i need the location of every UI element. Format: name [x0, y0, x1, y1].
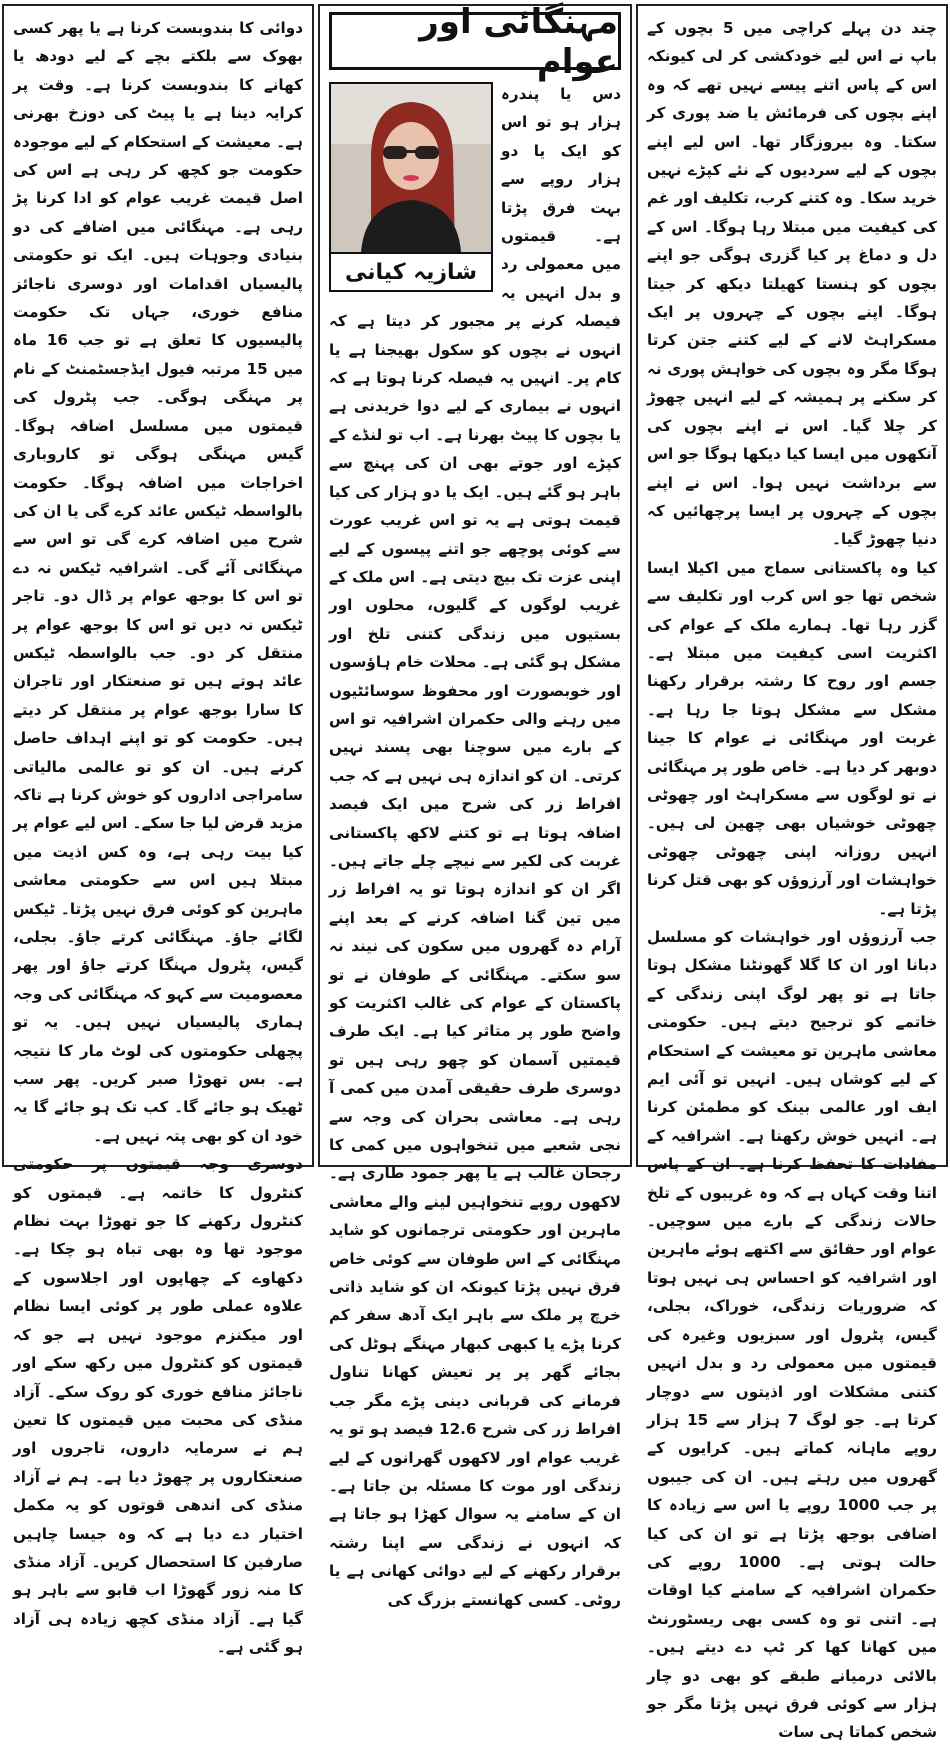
author-name: شازیہ کیانی: [345, 259, 477, 285]
author-block: [329, 82, 493, 292]
text-column-middle: [318, 1, 632, 1609]
paragraph: دوسری وجہ قیمتوں پر حکومتی کنٹرول کا خاتمہ ہے۔ قیمتوں کو کنٹرول رکھنے کا جو تھوڑا بہت نظام موجود تھا وہ بھی تباہ ہو چکا ہے۔ دکھاوے کے چھاپوں اور اجلاسوں کے علاوہ عملی طور پر کوئی ایسا نظام اور میکنزم موجود نہیں ہے جو کہ قیمتوں کو کنٹرول میں رکھ سکے اور ناجائز منافع خوری کو روک سکے۔ آزاد منڈی کی محبت میں قیمتوں کا تعین ہم نے سرمایہ داروں، تاجروں اور صنعتکاروں پر چھوڑ دیا ہے۔ ہم نے آزاد منڈی کی اندھی قوتوں کو یہ مکمل اختیار دے دیا ہے کہ وہ جیسا چاہیں صارفین کا استحصال کریں۔ آزاد منڈی کا منہ زور گھوڑا اب قابو سے باہر ہو گیا ہے۔ آزاد منڈی کچھ زیادہ ہی آزاد ہو گئی ہے۔: [13, 1155, 303, 1657]
text-column-right: [636, 4, 948, 1742]
author-photo: [329, 82, 493, 254]
paragraph: کیا وہ پاکستانی سماج میں اکیلا ایسا شخص تھا جو اس کرب اور تکلیف سے گزر رہا تھا۔ ہمارے ملک کے عوام کی اکثریت اسی کیفیت میں مبتلا ہے۔ جسم اور روح کا رشتہ برقرار رکھنا مشکل سے مشکل ہوتا جا رہا ہے۔ غربت اور مہنگائی نے عوام کا جینا دوبھر کر دیا ہے۔ خاص طور پر مہنگائی نے تو لوگوں سے مسکراہٹ اور چھوٹی چھوٹی خوشیاں بھی چھین لی ہیں۔ انہیں روزانہ اپنی چھوٹی چھوٹی خواہشات اور آرزوؤں کو بھی قتل کرنا پڑتا ہے۔: [647, 558, 937, 918]
paragraph: جب آرزوؤں اور خواہشات کو مسلسل دبانا اور ان کا گلا گھونٹنا مشکل ہوتا جاتا ہے تو پھر لوگ اپنی زندگی کے خاتمے کو ترجیح دیتے ہیں۔ حکومتی معاشی ماہرین تو معیشت کے استحکام کے لیے کوشاں ہیں۔ انہیں تو آئی ایم ایف اور عالمی بینک کو مطمئن کرنا ہے۔ انہیں خوش رکھنا ہے۔ اشرافیہ کے مفادات کا تحفظ کرنا ہے۔ ان کے پاس اتنا وقت کہاں ہے کہ وہ غریبوں کے تلخ حالات زندگی کے بارے میں سوچیں۔ عوام اور حقائق سے اکتھے ہوئے ماہرین اور اشرافیہ کو احساس ہی نہیں ہوتا کہ ضروریات زندگی، خوراک، بجلی، گیس، پٹرول اور سبزیوں وغیرہ کی قیمتوں میں معمولی رد و بدل انہیں کتنی مشکلات اور اذیتوں سے دوچار کرتا ہے۔ جو لوگ 7 ہزار سے 15 ہزار روپے ماہانہ کماتے ہیں۔ کرایوں کے گھروں میں رہتے ہیں۔ ان کی جیبوں پر جب 1000 روپے یا اس سے زیادہ کا اضافی بوجھ پڑتا ہے تو ان کی کیا حالت ہوتی ہے۔ 1000 روپے کی حکمران اشرافیہ کے سامنے کیا اوقات ہے۔ اتنی تو وہ کسی بھی ریسٹورنٹ میں کھانا کھا کر ٹپ دے دیتے ہیں۔ بالائی درمیانے طبقے کو بھی دو چار ہزار سے کوئی فرق نہیں پڑتا مگر جو شخص کماتا ہی سات: [647, 928, 937, 1742]
author-name-box: [329, 254, 493, 292]
paragraph: چند دن پہلے کراچی میں 5 بچوں کے باپ نے اس لیے خودکشی کر لی کیونکہ اس کے پاس اتنے پیسے نہیں تھے کہ وہ اپنے بچوں کی فرمائش یا ضد پوری کر سکتا۔ وہ بیروزگار تھا۔ اس لیے اپنے بچوں کے لیے سردیوں کے نئے کپڑے نہیں خرید سکا۔ وہ کتنے کرب، تکلیف اور غم کی کیفیت میں مبتلا رہا ہوگا۔ اس کے دل و دماغ پر کیا گزری ہوگی جو اپنے بچوں کو ہنستا کھیلتا دیکھ کر جیتا ہوگا۔ اپنے بچوں کے چہروں پر ایک مسکراہٹ لانے کے لیے کتنے جتن کرتا ہوگا مگر وہ بچوں کی خواہش پوری نہ کر سکنے پر ہمیشہ کے لیے انہیں چھوڑ کر چلا گیا۔ اس نے اپنے بچوں کی آنکھوں میں ایسا کیا دیکھا ہوگا جو اس سے برداشت نہیں ہوا۔ اس نے اپنے بچوں کے چہروں پر ایسا پرچھائیں کہ دنیا چھوڑ گیا۔: [647, 19, 937, 549]
paragraph: دس یا پندرہ ہزار ہو تو اس کو ایک یا دو ہزار روپے سے بہت فرق پڑتا ہے۔ قیمتوں میں معمولی رد و بدل انہیں یہ فیصلہ کرنے پر مجبور کر دیتا ہے کہ انہوں نے بچوں کو سکول بھیجنا ہے یا کام پر۔ انہیں یہ فیصلہ کرنا ہوتا ہے کہ انہوں نے بیماری کے لیے دوا خریدنی ہے یا بچوں کا پیٹ بھرنا ہے۔ اب تو لنڈے کے کپڑے اور جوتے بھی ان کی پہنچ سے باہر ہو گئے ہیں۔ ایک یا دو ہزار کی کیا قیمت ہوتی ہے یہ تو اس غریب عورت سے کوئی پوچھے جو اتنے پیسوں کے لیے اپنی عزت تک بیچ دیتی ہے۔ اس ملک کے غریب لوگوں کے گلیوں، محلوں اور بستیوں میں زندگی کتنی تلخ اور مشکل ہو گئی ہے۔ محلات خام ہاؤسوں اور خوبصورت اور محفوظ سوسائٹیوں میں رہنے والی حکمران اشرافیہ تو اس کے بارے میں سوچنا بھی پسند نہیں کرتی۔ ان کو اندازہ ہی نہیں ہے کہ جب افراط زر کی شرح میں ایک فیصد اضافہ ہوتا ہے تو کتنے لاکھ پاکستانی غربت کی لکیر سے نیچے چلے جاتے ہیں۔ اگر ان کو اندازہ ہوتا تو یہ افراط زر میں تین گنا اضافہ کرنے کے بعد اپنے آرام دہ گھروں میں سکون کی نیند نہ سو سکتے۔ مہنگائی کے طوفان نے تو پاکستان کے عوام کی غالب اکثریت کو واضح طور پر متاثر کیا ہے۔ ایک طرف قیمتیں آسمان کو چھو رہی ہیں تو دوسری طرف حقیقی آمدن میں کمی آ رہی ہے۔ معاشی بحران کی وجہ سے نجی شعبے میں تنخواہوں میں کمی کا رجحان غالب ہے یا پھر جمود طاری ہے۔ لاکھوں روپے تنخواہیں لینے والے معاشی ماہرین اور حکومتی ترجمانوں کو شاید مہنگائی کے اس طوفان سے کوئی خاص فرق نہیں پڑتا کیونکہ ان کو شاید ذاتی خرچ پر ملک سے باہر ایک آدھ سفر کم کرنا پڑے یا کبھی کبھار مہنگے ہوٹل کی بجائے گھر پر پر تعیش کھانا تناول فرمانے کی قربانی دینی پڑے مگر جب افراط زر کی شرح 12.6 فیصد ہو تو یہ غریب عوام اور لاکھوں گھرانوں کے لیے زندگی اور موت کا مسئلہ بن جاتا ہے۔ ان کے سامنے یہ سوال کھڑا ہو جاتا ہے کہ انہوں نے زندگی سے اپنا رشتہ برقرار رکھنے کے لیے دوائی کھانی ہے یا روٹی۔ کسی کھانستے بزرگ کی: [329, 85, 621, 1609]
text-column-left: [2, 4, 314, 1657]
column-title: مہنگائی اور عوام: [419, 1, 618, 82]
author-portrait-icon: [331, 84, 491, 252]
paragraph: دوائی کا بندوبست کرنا ہے یا پھر کسی بھوک سے بلکتے بچے کے لیے دودھ یا کھانے کا بندوبست کرنا ہے۔ وقت پر کرایہ دینا ہے یا پیٹ کی دوزخ بھرنی ہے۔ معیشت کے استحکام کے لیے موجودہ حکومت جو کچھ کر رہی ہے اس کی اصل قیمت غریب عوام کو ادا کرنا پڑ رہی ہے۔ مہنگائی میں اضافے کی دو بنیادی وجوہات ہیں۔ ایک تو حکومتی پالیسیاں اقدامات اور دوسری ناجائز منافع خوری، جہاں تک حکومت پالیسیوں کا تعلق ہے تو جب 16 ماہ میں 15 مرتبہ فیول ایڈجسٹمنٹ کے نام پر مہنگی ہوگی۔ جب پٹرول کی قیمتوں میں مسلسل اضافہ ہوگا۔ گیس مہنگی ہوگی تو کاروباری اخراجات میں اضافہ ہوگا۔ حکومت بالواسطہ ٹیکس عائد کرے گی یا ان کی شرح میں اضافہ کرے گی تو اس سے مہنگائی آئے گی۔ اشرافیہ ٹیکس نہ دے تو اس کا بوجھ عوام پر ڈال دو۔ تاجر ٹیکس نہ دیں تو اس کا بوجھ عوام پر منتقل کر دو۔ جب بالواسطہ ٹیکس عائد ہوتے ہیں تو صنعتکار اور تاجران کا سارا بوجھ عوام پر منتقل کر دیتے ہیں۔ حکومت کو تو اپنے اہداف حاصل کرنے ہیں۔ ان کو تو عالمی مالیاتی سامراجی اداروں کو خوش کرنا ہے تاکہ مزید قرض لیا جا سکے۔ اس لیے عوام پر کیا بیت رہی ہے، وہ کس اذیت میں مبتلا ہیں اس سے حکومتی معاشی ماہرین کو کوئی فرق نہیں پڑتا۔ ٹیکس لگائے جاؤ۔ مہنگائی کرتے جاؤ۔ بجلی، گیس، پٹرول مہنگا کرتے جاؤ اور پھر معصومیت سے کہو کہ مہنگائی کی وجہ ہماری پالیسیاں نہیں ہیں۔ یہ تو پچھلی حکومتوں کی لوٹ مار کا نتیجہ ہے۔ بس تھوڑا صبر کریں۔ پھر سب ٹھیک ہو جائے گا۔ کب تک ہو جائے گا یہ خود ان کو بھی پتہ نہیں ہے۔: [13, 19, 303, 1145]
column-title-box: [329, 1, 621, 82]
